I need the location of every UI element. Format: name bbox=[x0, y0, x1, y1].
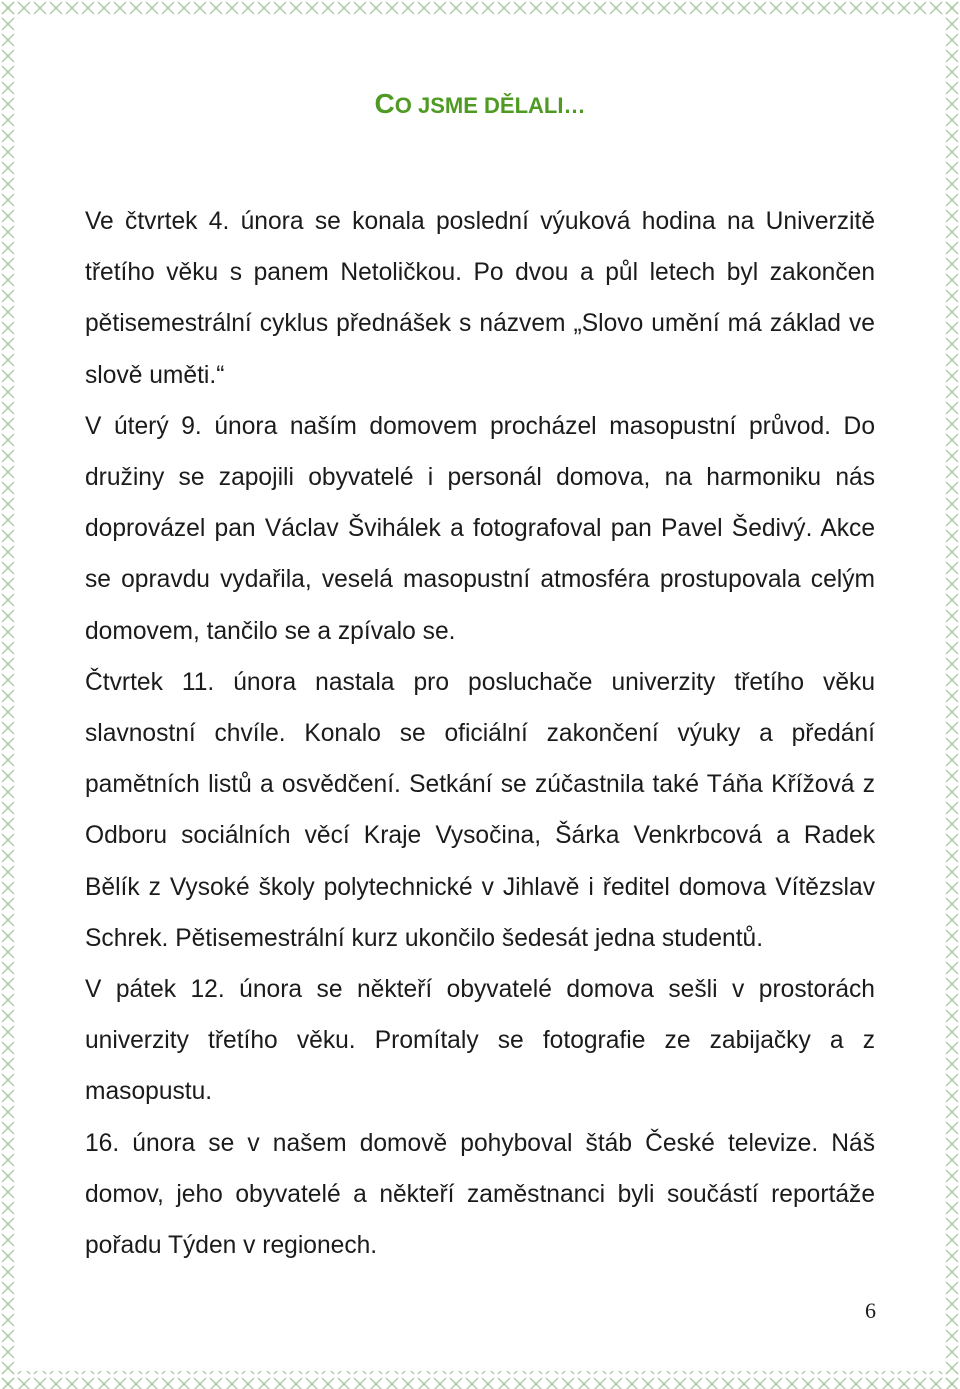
paragraph-1: Ve čtvrtek 4. února se konala poslední výuková hodina na Univerzitě třetího věku s panem Netoličkou. Po dvou a půl letech byl zakončen pětisemestrální cyklus přednášek s názvem „Slovo umění má základ ve slově uměti.“ bbox=[85, 208, 875, 389]
paragraph-3: Čtvrtek 11. února nastala pro posluchače univerzity třetího věku slavnostní chvíle. Konalo se oficiální zakončení výuky a předání pamětních listů a osvědčení. Setkání se zúčastnila také Táňa Křížová z Odboru sociálních věcí Kraje Vysočina, Šárka Venkrbcová a Radek Bělík z Vysoké školy polytechnické v Jihlavě i ředitel domova Vítězslav Schrek. Pětisemestrální kurz ukončilo šedesát jedna studentů. bbox=[85, 668, 875, 952]
article-body bbox=[85, 196, 875, 1271]
paragraph-2: V úterý 9. února naším domovem procházel masopustní průvod. Do družiny se zapojili obyvatelé i personál domova, na harmoniku nás doprovázel pan Václav Švihálek a fotografoval pan Pavel Šedivý. Akce se opravdu vydařila, veselá masopustní atmosféra prostupovala celým domovem, tančilo se a zpívalo se. bbox=[85, 412, 875, 645]
title-lead: C bbox=[374, 88, 395, 119]
page-title bbox=[0, 88, 960, 120]
title-rest: O JSME DĚLALI… bbox=[394, 93, 586, 118]
page-number: 6 bbox=[865, 1298, 876, 1323]
paragraph-5: 16. února se v našem domově pohyboval štáb České televize. Náš domov, jeho obyvatelé a někteří zaměstnanci byli součástí reportáže pořadu Týden v regionech. bbox=[85, 1129, 875, 1260]
paragraph-4: V pátek 12. února se někteří obyvatelé domova sešli v prostorách univerzity třetího věku. Promítaly se fotografie ze zabijačky a z masopustu. bbox=[85, 976, 875, 1106]
